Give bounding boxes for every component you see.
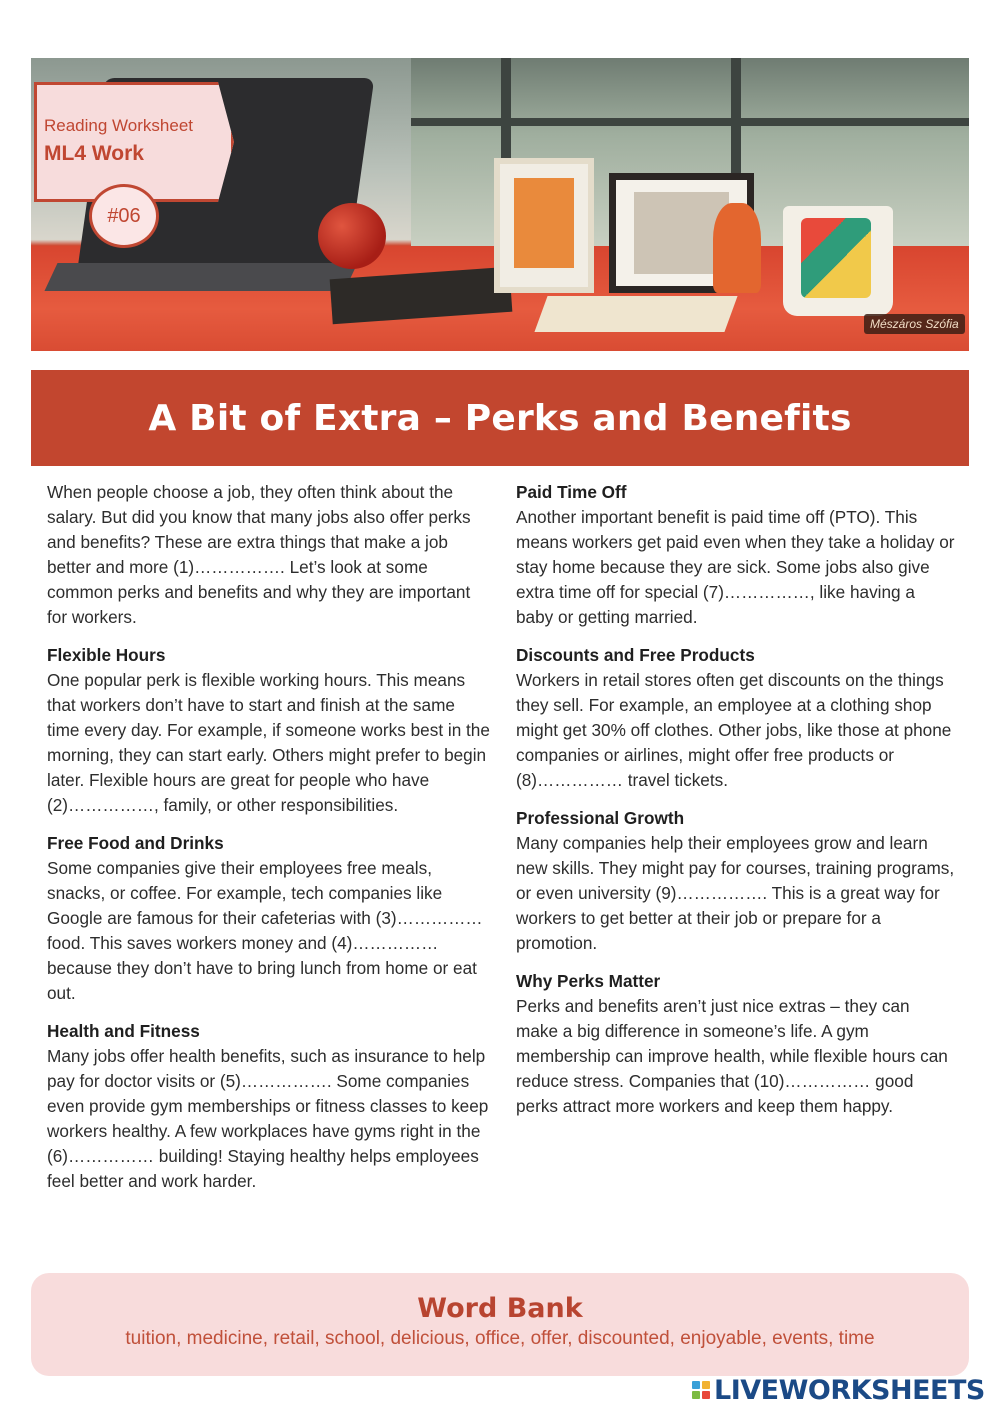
window-frame — [411, 118, 969, 126]
section-health-fitness — [47, 1019, 492, 1194]
worksheet-number: #06 — [89, 184, 159, 248]
section-heading: Paid Time Off — [516, 482, 627, 502]
section-free-food — [47, 831, 492, 1006]
section-text: When people choose a job, they often think about the salary. But did you know that many jobs also offer perks and benefits? These are extra things that make a job better and more (1)……………. Let’s look at some common perks and benefits and why they are important for workers. — [47, 482, 471, 627]
section-discounts — [516, 643, 956, 793]
liveworksheets-logo[interactable] — [692, 1374, 985, 1406]
apple-image — [318, 203, 386, 269]
section-heading: Health and Fitness — [47, 1021, 200, 1041]
right-column — [516, 480, 956, 1132]
badge-title: ML4 Work — [44, 142, 144, 165]
logo-grid-icon — [692, 1381, 710, 1399]
section-text: Many jobs offer health benefits, such as insurance to help pay for doctor visits or (5)……………. Some companies even provide gym memberships or fitness classes to keep workers healthy. A few workplaces have gyms right in the (6)…………… building! Staying healthy helps employees feel better and work harder. — [47, 1046, 489, 1191]
page-title: A Bit of Extra – Perks and Benefits — [148, 397, 852, 439]
section-heading: Discounts and Free Products — [516, 645, 755, 665]
section-heading: Free Food and Drinks — [47, 833, 224, 853]
section-text: Some companies give their employees free meals, snacks, or coffee. For example, tech companies like Google are famous for their cafeterias with (3)…………… food. This saves workers money and (4)…………… because they don’t have to bring lunch from home or eat out. — [47, 858, 483, 1003]
section-text: Many companies help their employees grow and learn new skills. They might pay for courses, training programs, or even university (9)……………. This is a great way for workers to get better at their job or prepare for a promotion. — [516, 833, 955, 953]
section-text: Another important benefit is paid time off (PTO). This means workers get paid even when they take a holiday or stay home because they are sick. Some jobs also give extra time off for special (7)……………, like having a baby or getting married. — [516, 507, 955, 627]
logo-text: LIVEWORKSHEETS — [714, 1374, 985, 1406]
section-professional-growth — [516, 806, 956, 956]
section-flexible-hours — [47, 643, 492, 818]
mug-image — [783, 206, 893, 316]
intro-section — [47, 480, 492, 630]
laptop-base-image — [44, 263, 357, 291]
photo-credit: Mészáros Szófia — [864, 314, 965, 334]
section-text: One popular perk is flexible working hours. This means that workers don’t have to start and finish at the same time every day. For example, if someone works best in the morning, they can start early. Others might prefer to begin later. Flexible hours are great for people who have (2)……………, family, or other responsibilities. — [47, 670, 490, 815]
word-bank-title: Word Bank — [417, 1293, 583, 1324]
left-column — [47, 480, 492, 1207]
section-paid-time-off — [516, 480, 956, 630]
title-banner — [31, 370, 969, 466]
word-bank-words: tuition, medicine, retail, school, delicious, office, offer, discounted, enjoyable, events, time — [125, 1328, 875, 1349]
section-heading: Why Perks Matter — [516, 971, 661, 991]
section-why-perks-matter — [516, 969, 956, 1119]
badge-subtitle: Reading Worksheet — [44, 116, 193, 135]
book-image — [534, 296, 737, 332]
section-heading: Professional Growth — [516, 808, 685, 828]
photo-frame-cat-drawing — [494, 158, 594, 293]
section-heading: Flexible Hours — [47, 645, 166, 665]
section-text: Workers in retail stores often get discounts on the things they sell. For example, an employee at a clothing shop might get 30% off clothes. Other jobs, like those at phone companies or airlines, might offer free products or (8)…………… travel tickets. — [516, 670, 952, 790]
word-bank — [31, 1273, 969, 1376]
figurine-image — [713, 203, 761, 293]
section-text: Perks and benefits aren’t just nice extras – they can make a big difference in someone’s life. A gym membership can improve health, while flexible hours can reduce stress. Companies that (10)…………… good perks attract more workers and keep them happy. — [516, 996, 948, 1116]
